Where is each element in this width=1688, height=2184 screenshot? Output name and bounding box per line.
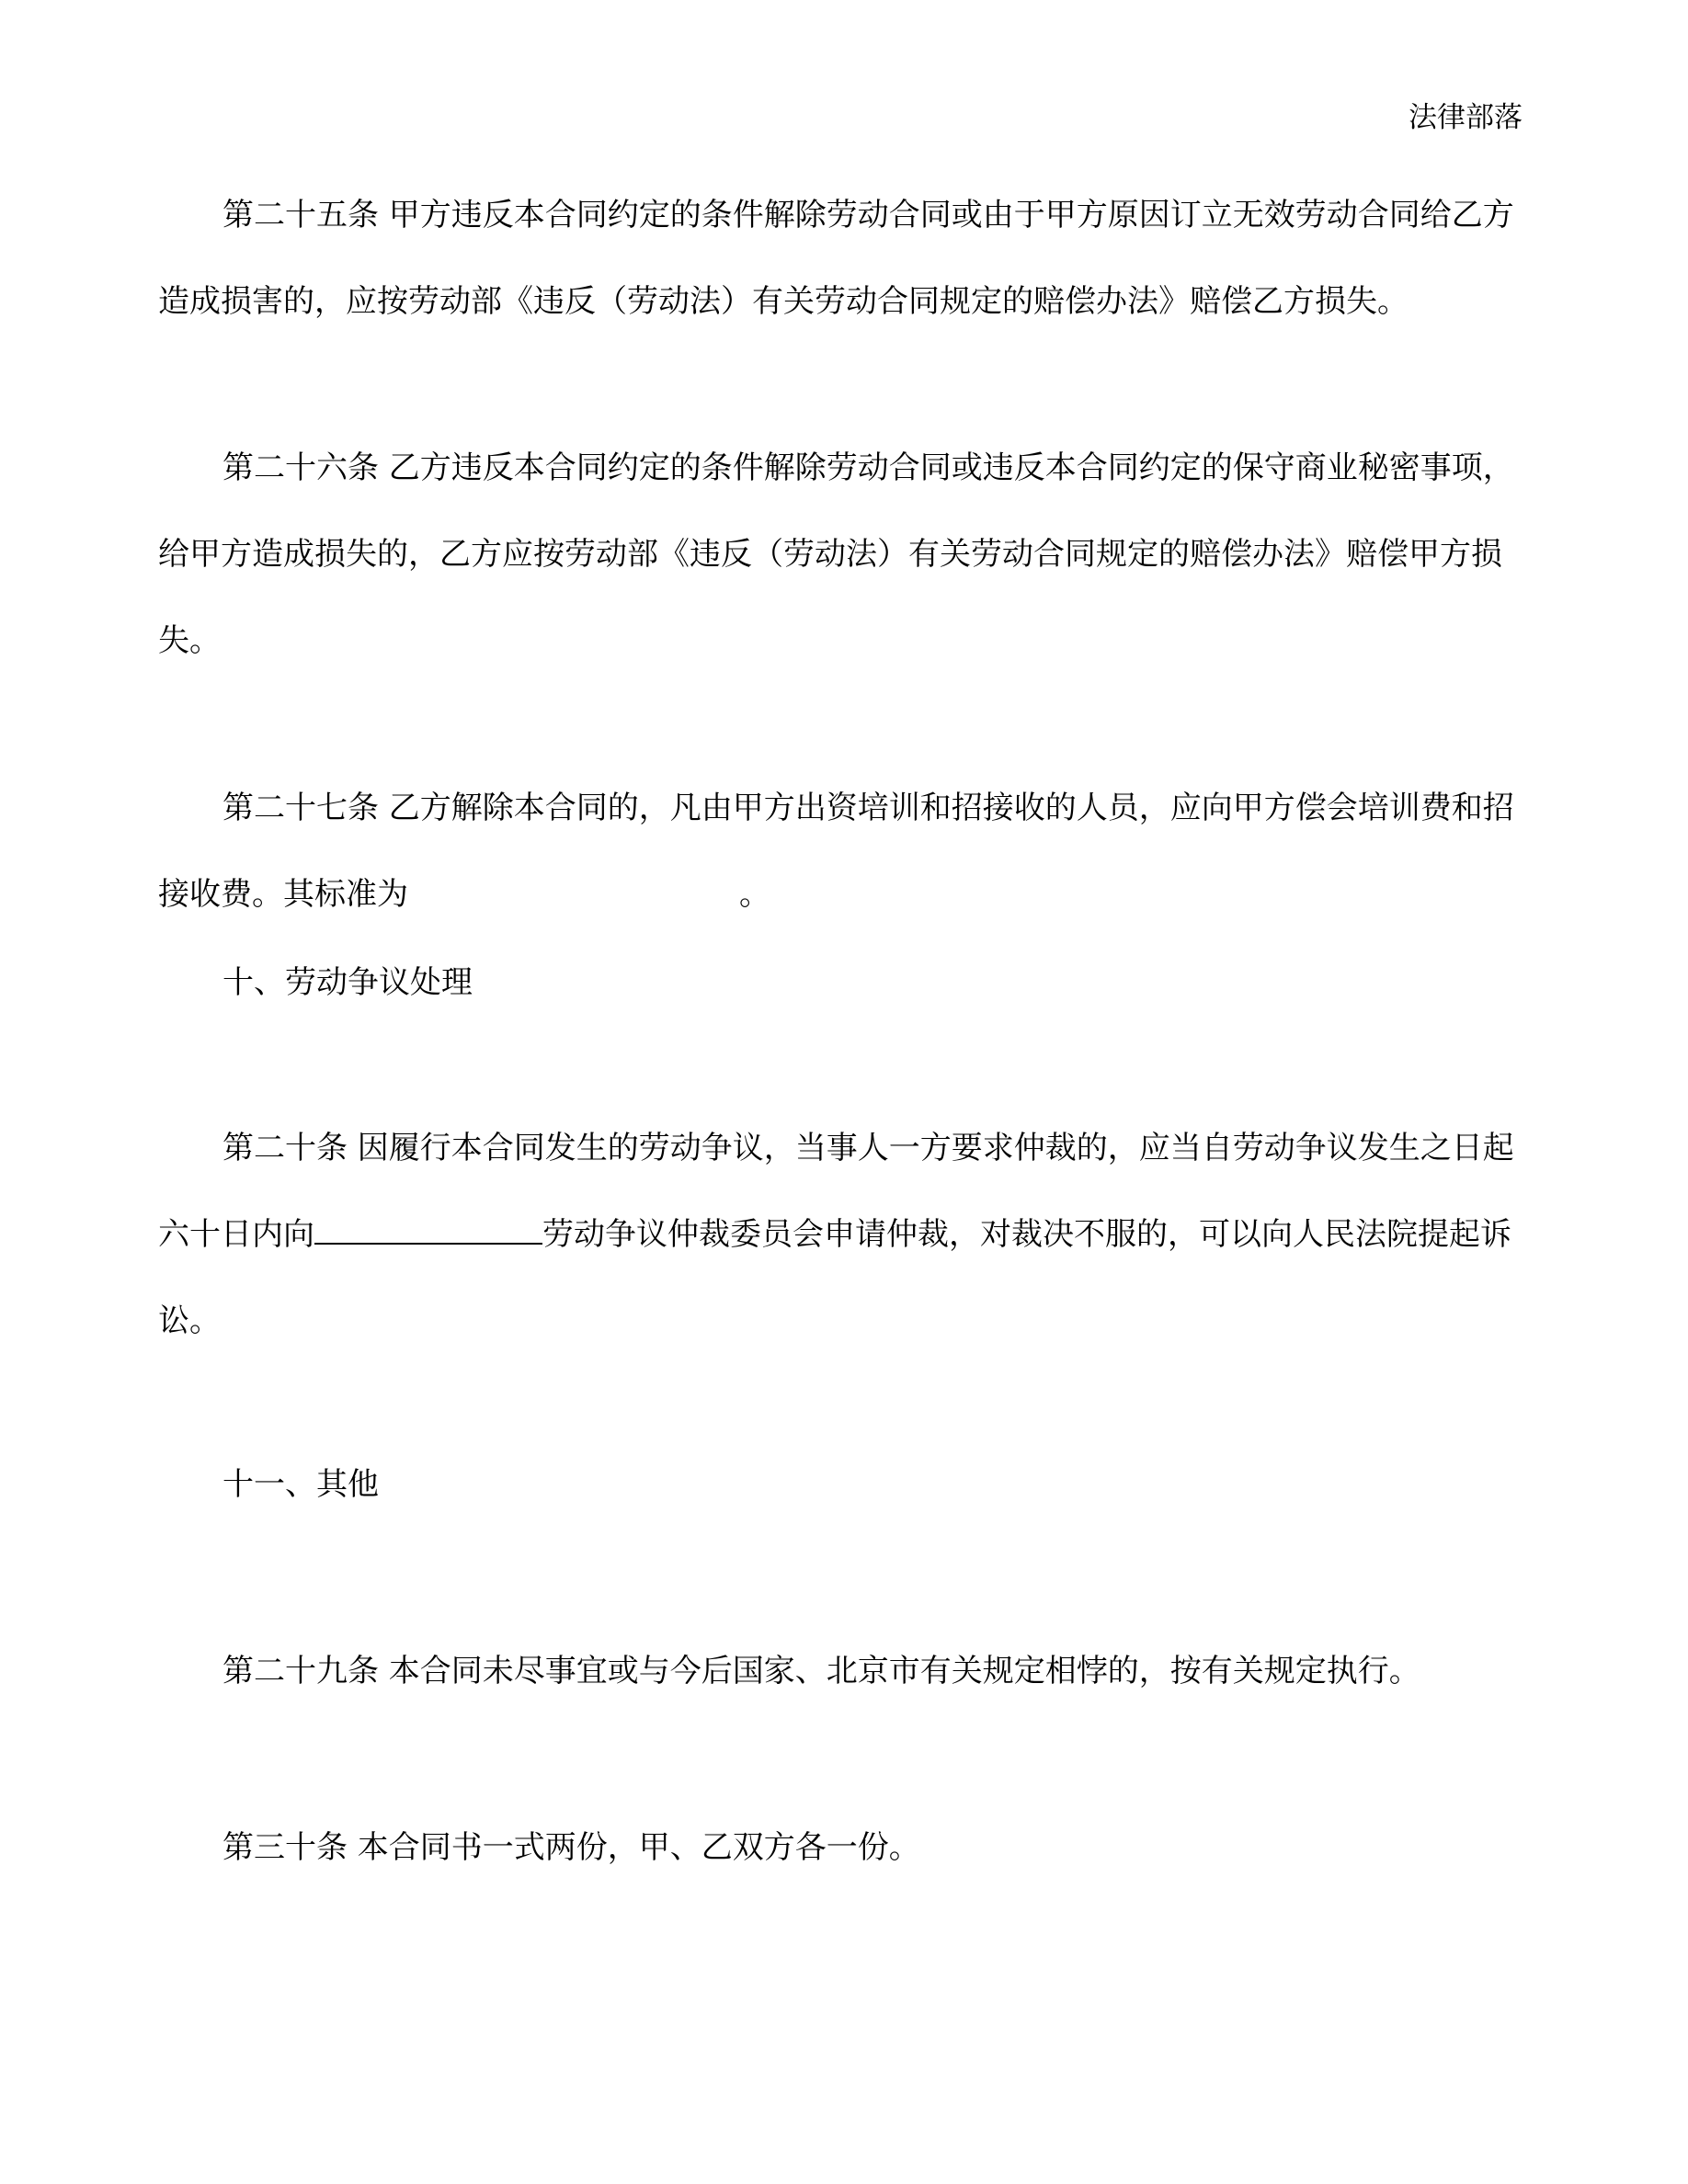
article-20-text-cont: 劳动争议仲裁委员会申请仲裁，对裁决不服的，可以向人民法院提起诉讼。 — [158, 1216, 1511, 1339]
article-25-text: 第二十五条 甲方违反本合同约定的条件解除劳动合同或由于甲方原因订立无效劳动合同给乙方造成损害的，应按劳动部《违反（劳动法）有关劳动合同规定的赔偿办法》赔偿乙方损失。 — [158, 197, 1514, 320]
article-27-text: 第二十七条 乙方解除本合同的，凡由甲方出资培训和招接收的人员，应向甲方偿会培训费和招接收费。其标准为 — [158, 790, 1514, 913]
article-27-end: 。 — [739, 876, 770, 913]
article-29-text: 第二十九条 本合同未尽事宜或与今后国家、北京市有关规定相悖的，按有关规定执行。 — [222, 1653, 1420, 1689]
article-30 — [158, 1804, 1528, 1891]
section-11-heading — [158, 1441, 1528, 1528]
article-26 — [158, 425, 1528, 684]
article-20-text: 第二十条 因履行本合同发生的劳动争议，当事人一方要求仲裁的，应当自劳动争议发生之日起六十日内向 — [158, 1130, 1514, 1253]
article-20 — [158, 1105, 1528, 1364]
article-30-text: 第三十条 本合同书一式两份，甲、乙双方各一份。 — [222, 1829, 920, 1866]
header-source-label: 法律部落 — [1409, 101, 1523, 134]
article-26-text: 第二十六条 乙方违反本合同约定的条件解除劳动合同或违反本合同约定的保守商业秘密事项，给甲方造成损失的，乙方应按劳动部《违反（劳动法）有关劳动合同规定的赔偿办法》赔偿甲方损失。 — [158, 449, 1514, 659]
section-10-text: 十、劳动争议处理 — [222, 964, 473, 1001]
section-11-text: 十一、其他 — [222, 1466, 379, 1503]
article-27 — [158, 765, 1528, 938]
article-25 — [158, 172, 1528, 345]
article-29 — [158, 1628, 1528, 1714]
section-10-heading — [158, 939, 1528, 1026]
arbitration-committee-blank[interactable] — [314, 1215, 542, 1245]
